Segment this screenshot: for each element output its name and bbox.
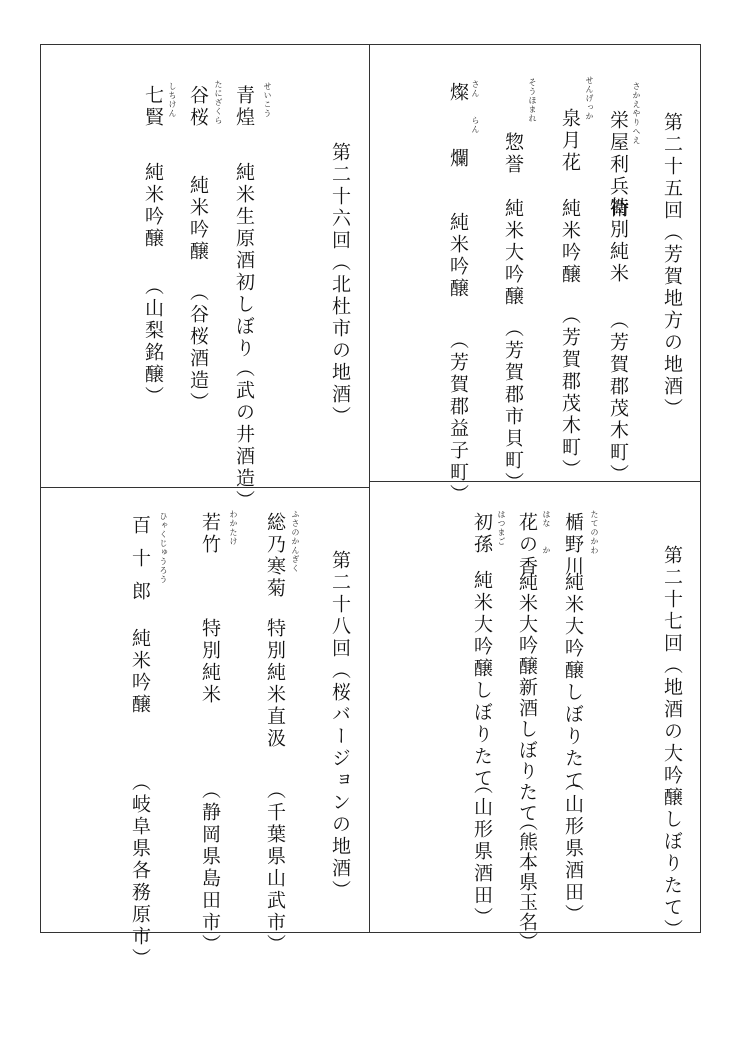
- sake-origin-25-1: （芳賀郡茂木町）: [607, 310, 629, 486]
- sake-origin-28-3: （岐阜県各務原市）: [129, 772, 151, 970]
- sake-type-25-3: 純米大吟醸: [502, 198, 524, 308]
- sake-name-25-2: 泉月花: [559, 108, 581, 174]
- sake-name-28-3: 百十郎: [129, 515, 151, 614]
- ruby-27-3: はつまご: [497, 510, 506, 546]
- sake-origin-25-4: （芳賀郡益子町）: [447, 330, 469, 506]
- sake-type-26-3: 純米吟醸: [142, 162, 164, 250]
- sake-name-27-1: 楯野川: [562, 512, 584, 578]
- sake-type-28-3: 純米吟醸: [129, 628, 151, 716]
- sake-name-25-3: 惣誉: [502, 132, 524, 176]
- sake-origin-28-1: （千葉県山武市）: [264, 780, 286, 956]
- sake-type-27-1: 純米大吟醸しぼりたて: [562, 572, 584, 792]
- sake-origin-27-1: （山形県酒田）: [562, 772, 584, 926]
- sake-origin-26-3: （山梨銘醸）: [142, 276, 164, 408]
- sake-name-26-3: 七賢: [142, 85, 164, 129]
- right-divider: [369, 481, 701, 482]
- heading-27: 第二十七回（地酒の大吟醸しぼりたて）: [661, 545, 683, 941]
- ruby-25-3: そうほまれ: [528, 78, 537, 123]
- sake-type-26-1: 純米生原酒初しぼり: [233, 162, 255, 360]
- ruby-26-2: たにざくら: [214, 80, 223, 125]
- sake-name-28-1: 総乃寒菊: [264, 512, 286, 600]
- sake-type-25-2: 純米吟醸: [559, 198, 581, 286]
- ruby-28-1: ふさのかんぎく: [291, 510, 300, 573]
- sake-name-25-4: 燦 爛: [447, 82, 469, 181]
- sake-type-27-3: 純米大吟醸しぼりたて: [471, 570, 493, 790]
- sake-type-26-2: 純米吟醸: [187, 175, 209, 263]
- ruby-28-2: わかたけ: [229, 510, 238, 546]
- sake-origin-26-1: （武の井酒造）: [233, 358, 255, 512]
- sake-type-28-1: 特別純米直汲: [264, 618, 286, 750]
- ruby-28-3: ひゃくじゅうろう: [159, 512, 168, 584]
- sake-origin-27-3: （山形県酒田）: [471, 775, 493, 929]
- ruby-25-1: さかえやりへえ: [632, 82, 641, 145]
- sake-name-27-2: 花の香: [516, 512, 538, 578]
- sake-origin-28-2: （静岡県島田市）: [199, 780, 221, 956]
- heading-28: 第二十八回（桜バージョンの地酒）: [329, 550, 351, 902]
- sake-type-25-1: 特別純米: [607, 197, 629, 285]
- sake-name-28-2: 若竹: [199, 512, 221, 556]
- sake-name-26-2: 谷桜: [187, 85, 209, 129]
- ruby-27-1: たてのかわ: [590, 510, 599, 555]
- center-divider: [369, 44, 370, 933]
- ruby-26-1: せいこう: [263, 82, 272, 118]
- sake-type-25-4: 純米吟醸: [447, 212, 469, 300]
- left-divider: [40, 487, 369, 488]
- heading-26: 第二十六回（北杜市の地酒）: [329, 142, 351, 428]
- sake-origin-26-2: （谷桜酒造）: [187, 282, 209, 414]
- sake-origin-25-2: （芳賀郡茂木町）: [559, 305, 581, 481]
- sake-type-27-2: 純米大吟醸新酒しぼりたて: [516, 572, 538, 824]
- sake-name-25-1: 栄屋利兵衛: [607, 110, 629, 220]
- ruby-25-2: せんげっか: [585, 76, 594, 121]
- sake-name-27-3: 初孫: [471, 512, 493, 556]
- sake-type-28-2: 特別純米: [199, 618, 221, 706]
- sake-name-26-1: 青煌: [233, 85, 255, 129]
- ruby-26-3: しちけん: [168, 82, 177, 118]
- heading-25: 第二十五回（芳賀地方の地酒）: [661, 112, 683, 420]
- sake-origin-25-3: （芳賀郡市貝町）: [502, 318, 524, 494]
- ruby-25-4: さん らん: [471, 80, 480, 134]
- ruby-27-2: はな か: [542, 510, 551, 555]
- sake-origin-27-2: （熊本県玉名）: [516, 812, 538, 952]
